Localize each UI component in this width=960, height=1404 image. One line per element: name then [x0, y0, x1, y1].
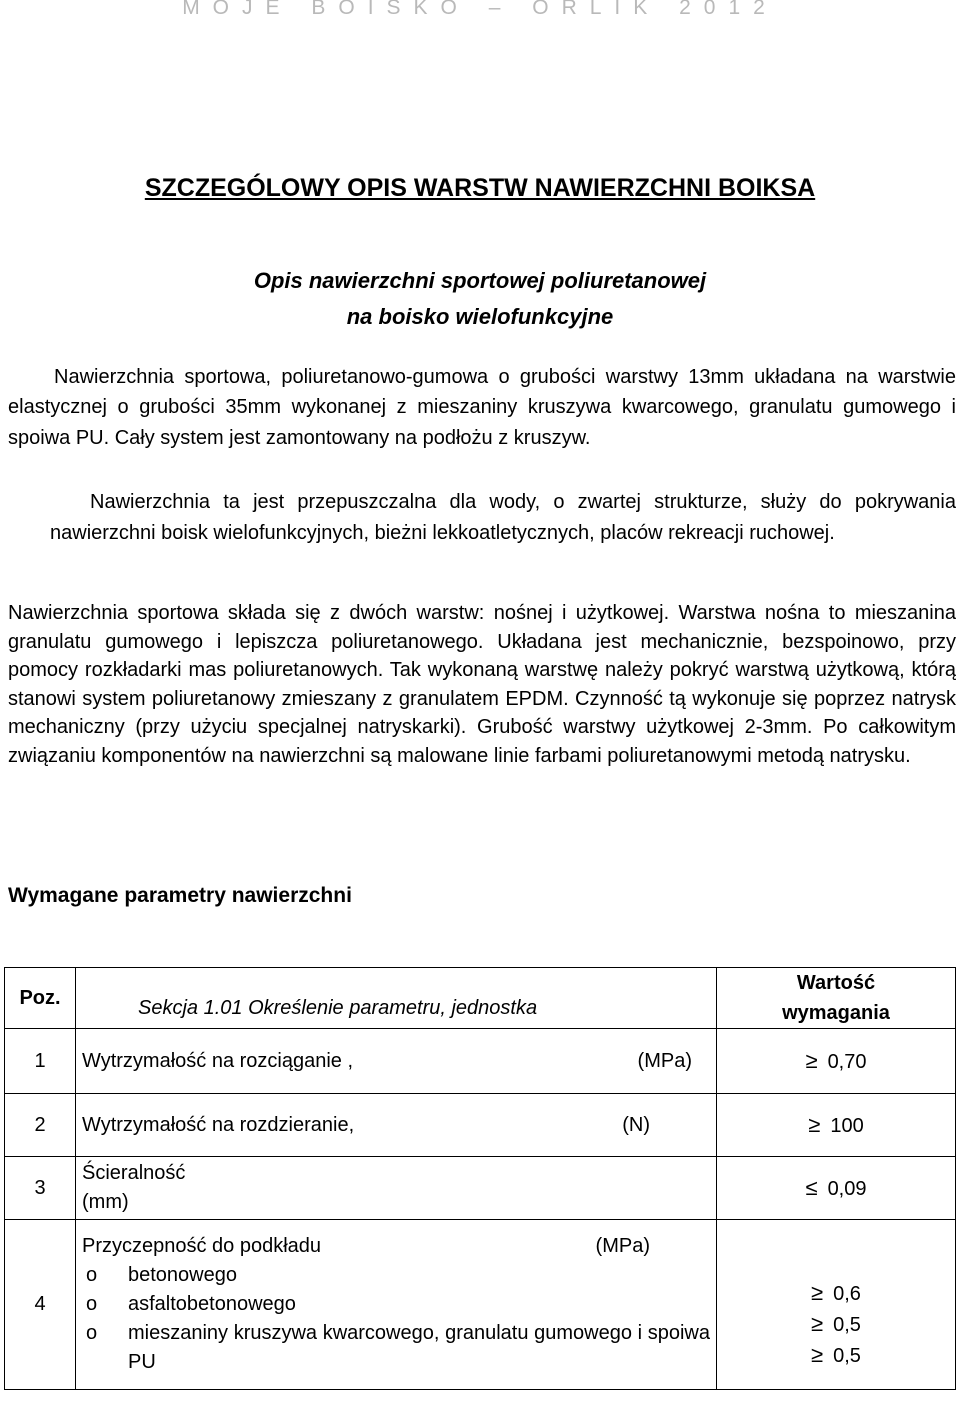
parameters-table: [4, 967, 956, 1390]
parameter-name: Ścieralność: [82, 1162, 186, 1184]
table-row: [5, 1029, 956, 1094]
greater-equal-icon: ≥: [808, 1112, 821, 1137]
row-number: 4: [5, 1220, 76, 1390]
list-item: [82, 1319, 710, 1377]
parameter-unit: (MPa): [637, 1049, 692, 1072]
header-value-line-2: wymagania: [782, 1002, 890, 1024]
row-number: 3: [5, 1157, 76, 1220]
paragraph-surface-description: Nawierzchnia sportowa, poliuretanowo-gumowa o grubości warstwy 13mm układana na warstwie elastycznej o grubości 35mm wykonanej z mieszaniny kruszywa kwarcowego, granulatu gumowego i spoiwa PU. Cały system jest zamontowany na podłożu z kruszyw.: [8, 366, 956, 449]
bullet-icon: o: [86, 1322, 98, 1344]
subtitle-line-1: Opis nawierzchni sportowej poliuretanowej: [253, 268, 707, 293]
bullet-icon: o: [86, 1264, 98, 1286]
required-value: 0,6: [833, 1283, 861, 1305]
required-value: 0,70: [827, 1051, 867, 1073]
parameter-unit: (N): [622, 1113, 650, 1136]
header-required-value: [717, 968, 956, 1029]
row-parameter: [76, 1094, 717, 1157]
header-banner: MOJE BOISKO – ORLIK 2012: [182, 0, 778, 19]
greater-equal-icon: ≥: [811, 1280, 824, 1305]
header-value-line-1: Wartość: [796, 972, 876, 994]
substrate-name: mieszaniny kruszywa kwarcowego, granulatu gumowego i spoiwa PU: [128, 1322, 710, 1373]
greater-equal-icon: ≥: [805, 1048, 818, 1073]
greater-equal-icon: ≥: [811, 1311, 824, 1336]
parameter-name: Wytrzymałość na rozciąganie ,: [82, 1049, 354, 1072]
parameter-unit: (mm): [82, 1191, 129, 1213]
row-value: [717, 1094, 956, 1157]
row-number: 1: [5, 1029, 76, 1094]
table-row: [5, 1157, 956, 1220]
row-number: 2: [5, 1094, 76, 1157]
substrate-list: [82, 1261, 710, 1377]
table-row: [5, 1094, 956, 1157]
row-parameter: [76, 1029, 717, 1094]
header-poz: Poz.: [5, 968, 76, 1029]
required-value: 0,5: [833, 1314, 861, 1336]
substrate-name: betonowego: [128, 1264, 237, 1286]
parameter-name: Wytrzymałość na rozdzieranie,: [82, 1113, 355, 1136]
required-value: 100: [830, 1115, 864, 1137]
table-header-row: [5, 968, 956, 1029]
header-description: Sekcja 1.01 Określenie parametru, jednostka: [76, 968, 717, 1029]
required-value-line: [723, 1340, 949, 1371]
greater-equal-icon: ≥: [811, 1342, 824, 1367]
required-value-line: [723, 1309, 949, 1340]
less-equal-icon: ≤: [805, 1174, 818, 1200]
row-parameter: [76, 1220, 717, 1390]
table-row: [5, 1220, 956, 1390]
list-item: [82, 1261, 710, 1290]
subtitle-line-2: na boisko wielofunkcyjne: [346, 304, 614, 329]
bullet-icon: o: [86, 1293, 98, 1315]
paragraph-surface-layers: Nawierzchnia sportowa składa się z dwóch warstw: nośnej i użytkowej. Warstwa nośna to mieszanina granulatu gumowego i lepiszcza poliuretanowego. Układana jest mechanicznie, bezspoinowo, przy pomocy rozkładarki mas poliuretanowych. Tak wykonaną warstwę należy pokryć warstwą użytkową, którą stanowi system poliuretanowy zmieszany z granulatem EPDM. Czynność tą wykonuje się poprzez natrysk mechaniczny (przy użyciu specjalnej natryskarki). Grubość warstwy użytkowej 2-3mm. Po całkowitym związaniu komponentów na nawierzchni są malowane linie farbami poliuretanowymi metodą natrysku.: [8, 602, 956, 767]
row-values: [717, 1220, 956, 1390]
document-title: SZCZEGÓLOWY OPIS WARSTW NAWIERZCHNI BOIKSA: [144, 174, 816, 202]
required-value: 0,5: [833, 1345, 861, 1367]
parameter-unit: (MPa): [595, 1235, 650, 1257]
required-value-line: [723, 1278, 949, 1309]
row-parameter: [76, 1157, 717, 1220]
list-item: [82, 1290, 710, 1319]
substrate-name: asfaltobetonowego: [128, 1293, 296, 1315]
row-value: [717, 1029, 956, 1094]
row-value: [717, 1157, 956, 1220]
required-value: 0,09: [827, 1177, 867, 1200]
paragraph-surface-usage: Nawierzchnia ta jest przepuszczalna dla wody, o zwartej strukturze, służy do pokrywania nawierzchni boisk wielofunkcyjnych, bieżni lekkoatletycznych, placów rekreacji ruchowej.: [50, 491, 956, 544]
section-heading-parameters: Wymagane parametry nawierzchni: [8, 884, 352, 907]
parameter-name: Przyczepność do podkładu: [82, 1235, 322, 1257]
